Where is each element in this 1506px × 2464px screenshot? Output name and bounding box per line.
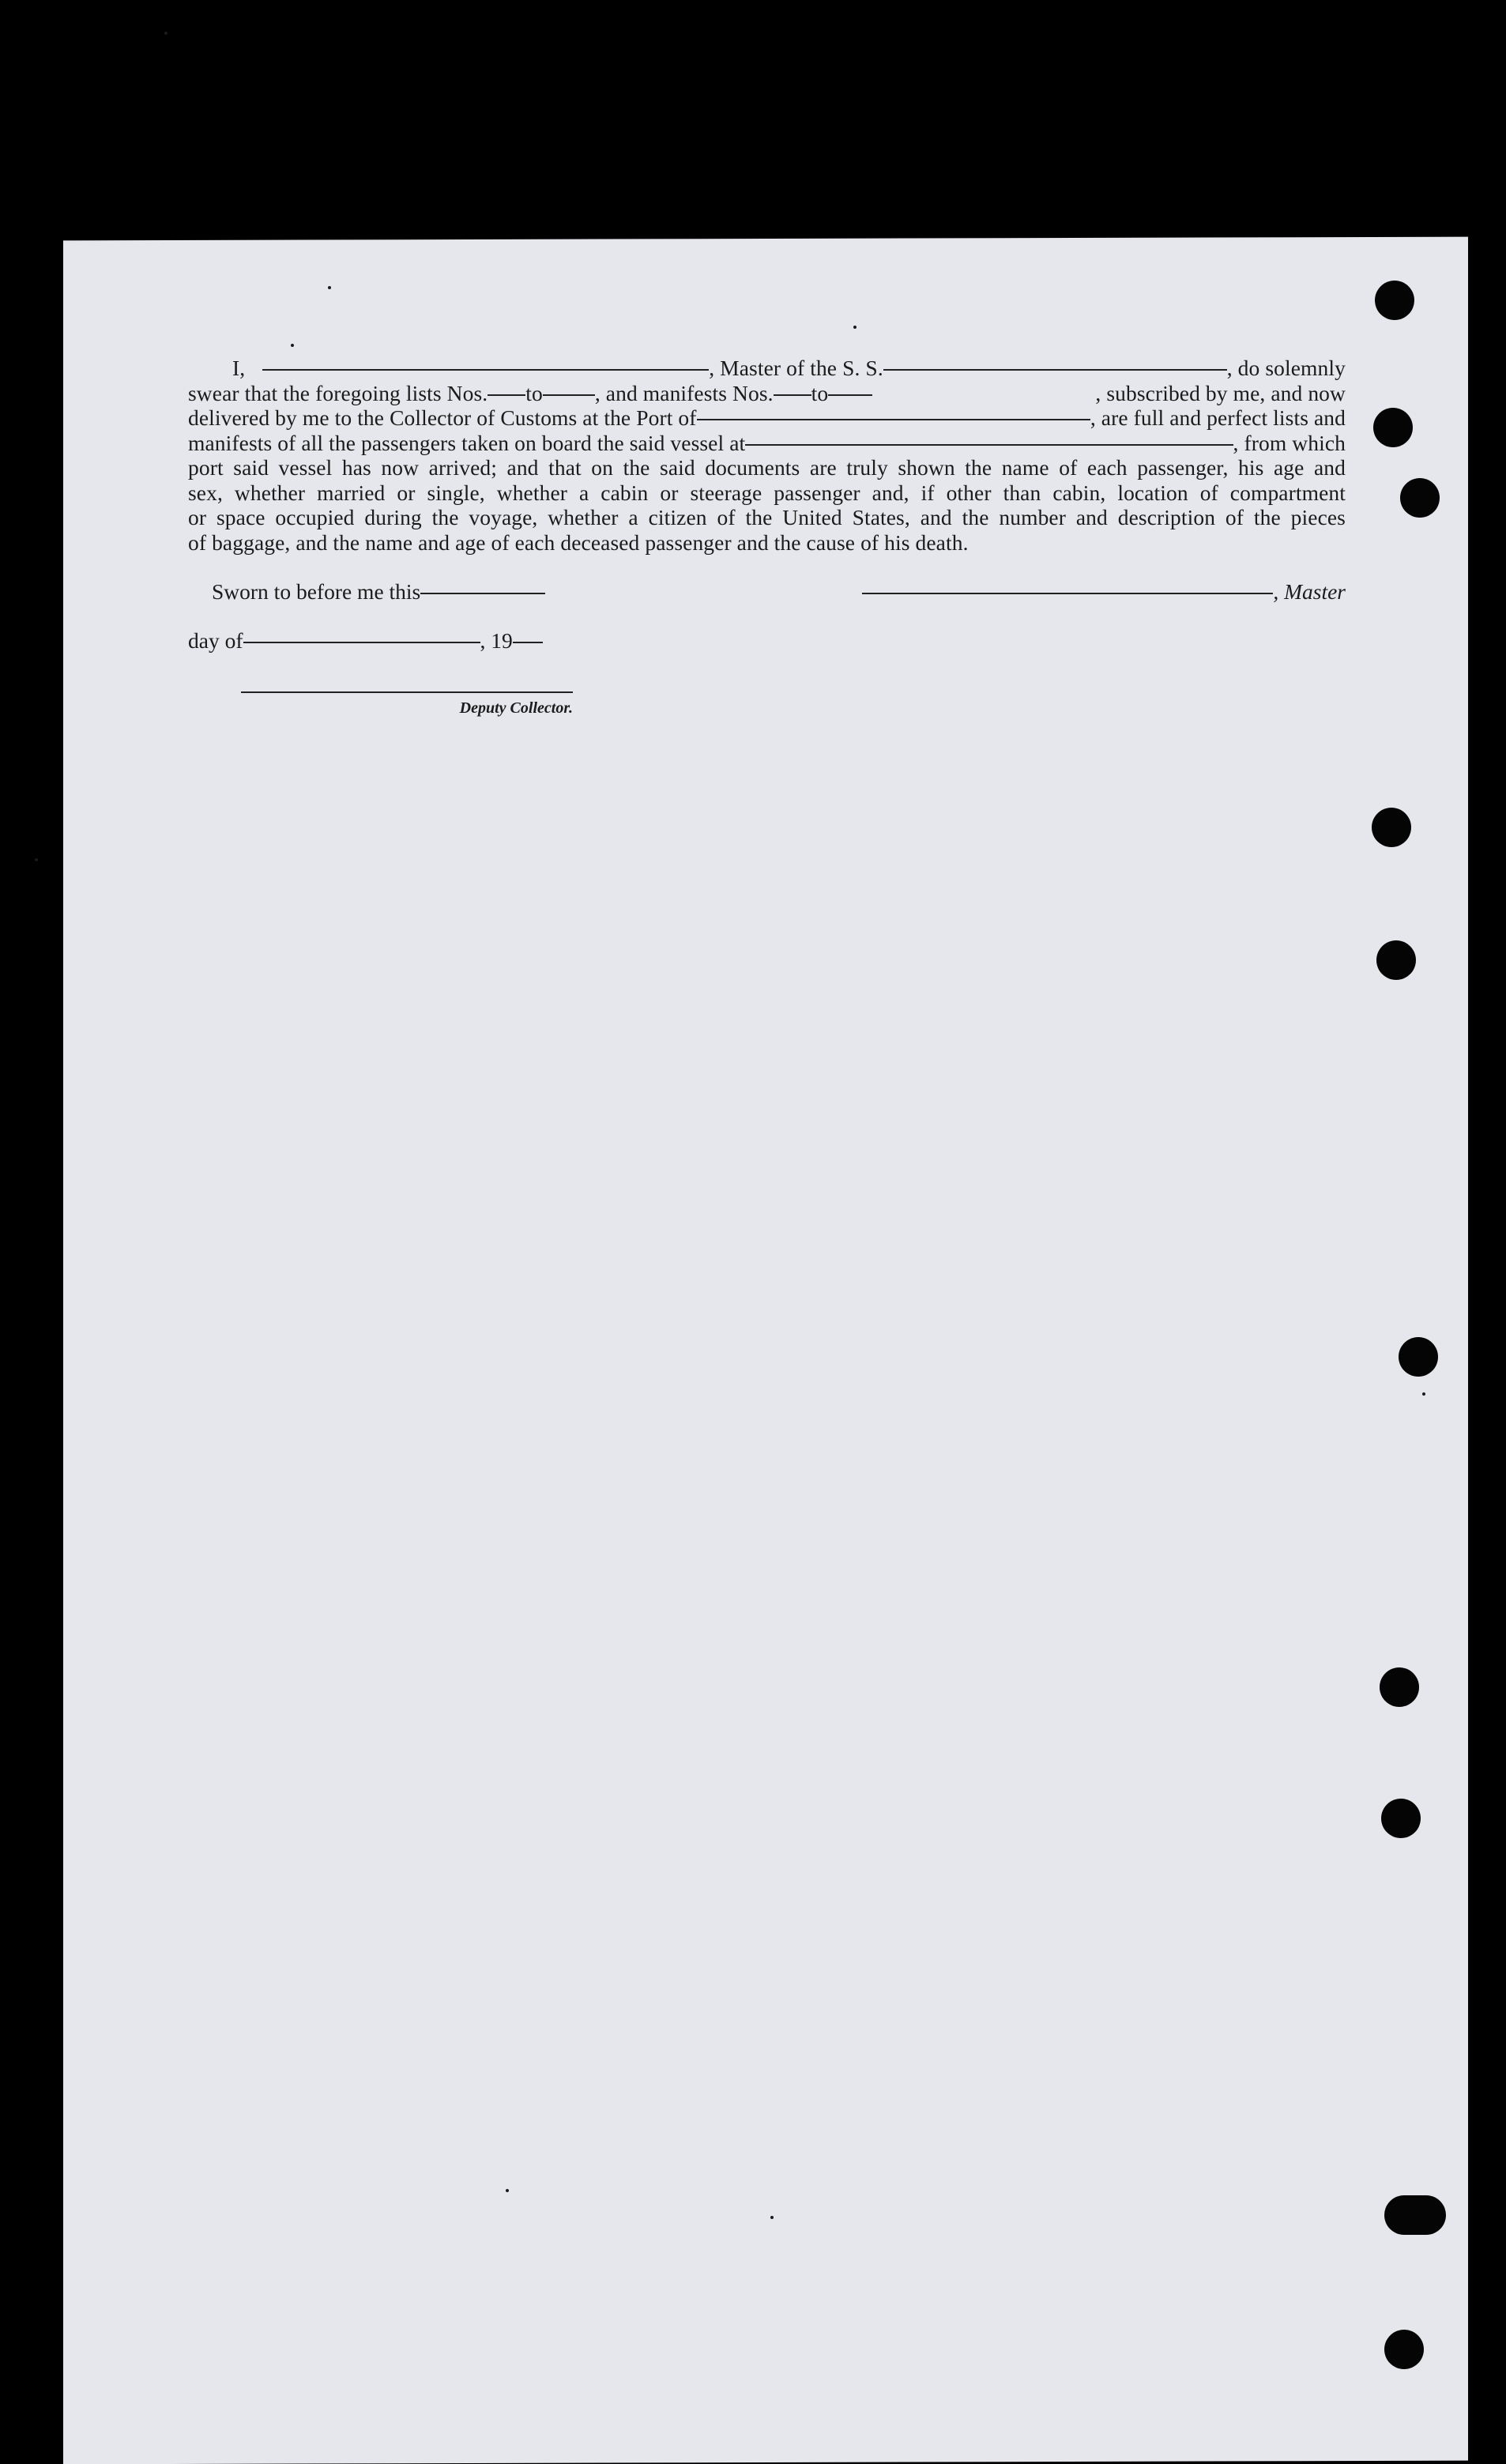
punch-hole — [1380, 1667, 1419, 1707]
master-signature-line — [862, 579, 1346, 605]
year-label: , 19 — [480, 628, 513, 653]
manifests-from-blank[interactable] — [774, 394, 811, 396]
day-of-label: day of — [188, 628, 243, 653]
speck — [506, 2189, 509, 2192]
oath-manifests: manifests of all the passengers taken on board the said vessel at — [188, 430, 746, 455]
oath-to-1: to — [525, 380, 543, 405]
punch-hole — [1384, 2195, 1446, 2235]
document-page — [63, 237, 1468, 2464]
day-of-blank[interactable] — [243, 642, 480, 643]
oath-text-6: sex, whether married or single, whether a cabin or steerage passenger and, if other than cabin, location of compartment — [188, 480, 1346, 505]
oath-master-of: , Master of the S. S. — [709, 356, 883, 380]
oath-subscribed: , subscribed by me, and now — [1095, 380, 1346, 405]
punch-hole — [1400, 478, 1440, 518]
oath-swear: swear that the foregoing lists Nos. — [188, 380, 488, 405]
lists-from-blank[interactable] — [488, 394, 525, 396]
oath-text-5: port said vessel has now arrived; and that on the said documents are truly shown the name of each passenger, his age and — [188, 455, 1346, 480]
day-line — [188, 628, 543, 654]
oath-text-8: of baggage, and the name and age of each deceased passenger and the cause of his death. — [188, 529, 969, 555]
oath-line-7 — [188, 505, 1346, 530]
speck — [853, 326, 857, 329]
boarding-port-blank[interactable] — [745, 444, 1233, 446]
master-name-blank[interactable] — [262, 369, 709, 371]
speck — [35, 858, 38, 861]
sworn-label: Sworn to before me this — [212, 579, 421, 604]
punch-hole — [1375, 281, 1414, 320]
lists-to-blank[interactable] — [543, 394, 595, 396]
year-blank[interactable] — [513, 642, 543, 643]
oath-text-7: or space occupied during the voyage, whether a citizen of the United States, and the number and description of the pieces — [188, 505, 1346, 529]
sworn-date-blank[interactable] — [420, 593, 545, 594]
oath-line-3 — [188, 405, 1346, 431]
punch-hole — [1381, 1799, 1421, 1838]
oath-line-4 — [188, 431, 1346, 456]
ship-name-blank[interactable] — [883, 369, 1227, 371]
oath-line-5 — [188, 455, 1346, 480]
speck — [1422, 1392, 1425, 1396]
oath-line-6 — [188, 480, 1346, 506]
port-blank[interactable] — [697, 419, 1090, 420]
speck — [770, 2216, 774, 2219]
punch-hole — [1399, 1337, 1438, 1377]
oath-line-2 — [188, 381, 1346, 406]
speck — [164, 32, 168, 35]
oath-do-solemnly: , do solemnly — [1226, 356, 1346, 380]
oath-and-manifests: , and manifests Nos. — [594, 380, 774, 405]
punch-hole — [1384, 2330, 1424, 2369]
deputy-collector-line: Deputy Collector. — [241, 691, 573, 718]
oath-are-full: , are full and perfect lists and — [1090, 405, 1346, 430]
oath-from-which: , from which — [1233, 430, 1346, 455]
master-signature-blank[interactable] — [862, 593, 1273, 594]
punch-hole — [1373, 408, 1413, 447]
master-label: , Master — [1273, 579, 1346, 604]
oath-line-1 — [188, 356, 1346, 381]
sworn-line — [212, 579, 545, 605]
speck — [328, 286, 331, 289]
oath-paragraph — [188, 356, 1346, 555]
punch-hole — [1372, 808, 1411, 847]
speck — [291, 344, 294, 347]
manifests-to-blank[interactable] — [828, 394, 872, 396]
oath-delivered: delivered by me to the Collector of Customs at the Port of — [188, 405, 697, 430]
oath-i: I, — [232, 356, 246, 380]
punch-hole — [1376, 940, 1416, 980]
oath-to-2: to — [811, 380, 829, 405]
oath-line-8 — [188, 530, 1346, 556]
